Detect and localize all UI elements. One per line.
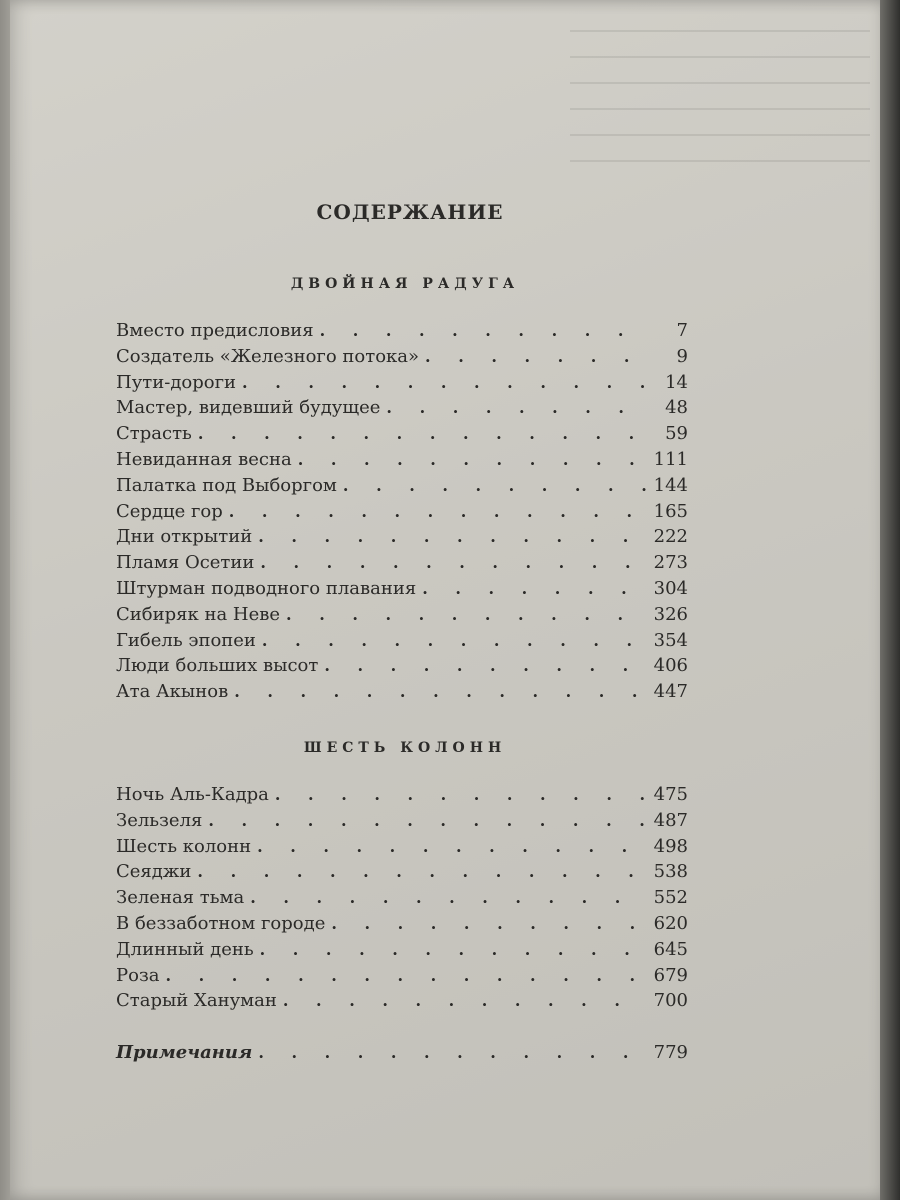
- toc-entry-page: 487: [653, 809, 688, 831]
- toc-entry: [116, 859, 688, 885]
- toc-entry: [116, 602, 688, 628]
- toc-entry: [116, 395, 688, 421]
- toc-list-notes: [116, 1040, 688, 1066]
- dot-leader: [197, 859, 646, 885]
- toc-entry: [116, 421, 688, 447]
- toc-entry-notes: [116, 1040, 688, 1066]
- toc-entry-title: Сеяджи: [116, 861, 192, 883]
- toc-entry-page: 7: [676, 320, 688, 341]
- book-page: [10, 0, 888, 1200]
- toc-entry-page: 9: [676, 345, 688, 367]
- dot-leader: [286, 602, 646, 628]
- toc-entry: [116, 370, 688, 396]
- toc-entry-title: Сердце гор: [116, 500, 223, 522]
- toc-entry-title: Штурман подводного плавания: [116, 577, 417, 599]
- dot-leader: [275, 782, 646, 808]
- toc-entry-page: 144: [653, 474, 688, 496]
- toc-entry-title: Сибиряк на Неве: [116, 603, 281, 625]
- dot-leader: [262, 628, 646, 654]
- dot-leader: [257, 834, 646, 860]
- dot-leader: [208, 808, 646, 834]
- toc-entry-title: Пути-дороги: [116, 371, 237, 393]
- dot-leader: [324, 653, 646, 679]
- dot-leader: [386, 395, 646, 421]
- toc-entry-title: Дни открытий: [116, 526, 253, 548]
- toc-entry-title: Примечания: [116, 1042, 253, 1063]
- toc-entry: [116, 576, 688, 602]
- show-through-text: [570, 30, 870, 170]
- toc-entry-page: 447: [653, 681, 688, 703]
- page-heading: СОДЕРЖАНИЕ: [316, 200, 504, 224]
- toc-entry-page: 406: [653, 655, 688, 677]
- toc-entry-title: Гибель эпопеи: [116, 629, 256, 651]
- toc-entry-title: Длинный день: [116, 938, 254, 960]
- toc-entry-page: 354: [653, 629, 688, 651]
- toc-entry-title: Люди больших высот: [116, 655, 319, 677]
- toc-entry: [116, 937, 688, 963]
- toc-entry-page: 645: [653, 938, 688, 960]
- section-title-six-columns: ШЕСТЬ КОЛОНН: [303, 740, 507, 756]
- toc-entry-page: 273: [653, 552, 688, 574]
- toc-entry: [116, 550, 688, 576]
- toc-entry-title: Вместо предисловия: [116, 320, 314, 341]
- dot-leader: [242, 370, 646, 396]
- toc-entry: [116, 499, 688, 525]
- dot-leader: [258, 1040, 646, 1066]
- section-title-double-rainbow: ДВОЙНАЯ РАДУГА: [290, 276, 520, 292]
- toc-entry: [116, 834, 688, 860]
- toc-entry-page: 498: [653, 835, 688, 857]
- dot-leader: [260, 937, 646, 963]
- toc-entry-title: Страсть: [116, 423, 192, 445]
- toc-entry-title: Ата Акынов: [116, 681, 229, 703]
- toc-entry-page: 538: [653, 861, 688, 883]
- toc-entry-page: 222: [653, 526, 688, 548]
- toc-entry-title: Невиданная весна: [116, 448, 292, 470]
- toc-entry-title: Роза: [116, 964, 160, 986]
- toc-entry: [116, 447, 688, 473]
- toc-entry-page: 304: [653, 577, 688, 599]
- toc-entry-title: Мастер, видевший будущее: [116, 397, 381, 419]
- dot-leader: [258, 524, 646, 550]
- toc-entry: [116, 885, 688, 911]
- dot-leader: [283, 988, 646, 1014]
- toc-entry-page: 552: [653, 887, 688, 909]
- dot-leader: [198, 421, 646, 447]
- dot-leader: [250, 885, 646, 911]
- toc-entry-page: 620: [653, 912, 688, 934]
- dot-leader: [422, 576, 646, 602]
- toc-entry-page: 14: [665, 371, 688, 393]
- toc-entry-page: 326: [653, 603, 688, 625]
- book-edge-shadow: [880, 0, 900, 1200]
- toc-list-section-1: [116, 318, 688, 705]
- toc-entry-page: 700: [653, 990, 688, 1012]
- toc-list-section-2: [116, 782, 688, 1014]
- toc-entry-title: Создатель «Железного потока»: [116, 345, 420, 367]
- toc-entry: [116, 911, 688, 937]
- toc-entry-page: 165: [653, 500, 688, 522]
- toc-entry: [116, 344, 688, 370]
- toc-entry-title: Пламя Осетии: [116, 552, 255, 574]
- toc-entry-title: Шесть колонн: [116, 835, 252, 857]
- toc-entry: [116, 808, 688, 834]
- toc-entry-title: Старый Хануман: [116, 990, 277, 1012]
- toc-entry-page: 779: [653, 1042, 688, 1063]
- toc-entry-page: 48: [665, 397, 688, 419]
- toc-entry: [116, 963, 688, 989]
- dot-leader: [298, 447, 646, 473]
- toc-entry-page: 59: [665, 423, 688, 445]
- toc-entry-title: Ночь Аль-Кадра: [116, 784, 269, 805]
- toc-entry: [116, 524, 688, 550]
- toc-entry-title: Зельзеля: [116, 809, 203, 831]
- toc-entry: [116, 988, 688, 1014]
- dot-leader: [320, 318, 646, 344]
- toc-entry-page: 679: [653, 964, 688, 986]
- toc-entry: [116, 318, 688, 344]
- toc-entry: [116, 473, 688, 499]
- toc-entry-page: 111: [653, 448, 688, 470]
- dot-leader: [234, 679, 646, 705]
- dot-leader: [229, 499, 646, 525]
- dot-leader: [343, 473, 646, 499]
- dot-leader: [331, 911, 646, 937]
- toc-entry: [116, 679, 688, 705]
- toc-entry: [116, 653, 688, 679]
- toc-entry-page: 475: [653, 784, 688, 805]
- toc-entry: [116, 782, 688, 808]
- dot-leader: [425, 344, 646, 370]
- toc-entry-title: Палатка под Выборгом: [116, 474, 337, 496]
- dot-leader: [166, 963, 647, 989]
- dot-leader: [260, 550, 646, 576]
- toc-entry-title: Зеленая тьма: [116, 887, 245, 909]
- toc-entry-title: В беззаботном городе: [116, 912, 326, 934]
- toc-entry: [116, 628, 688, 654]
